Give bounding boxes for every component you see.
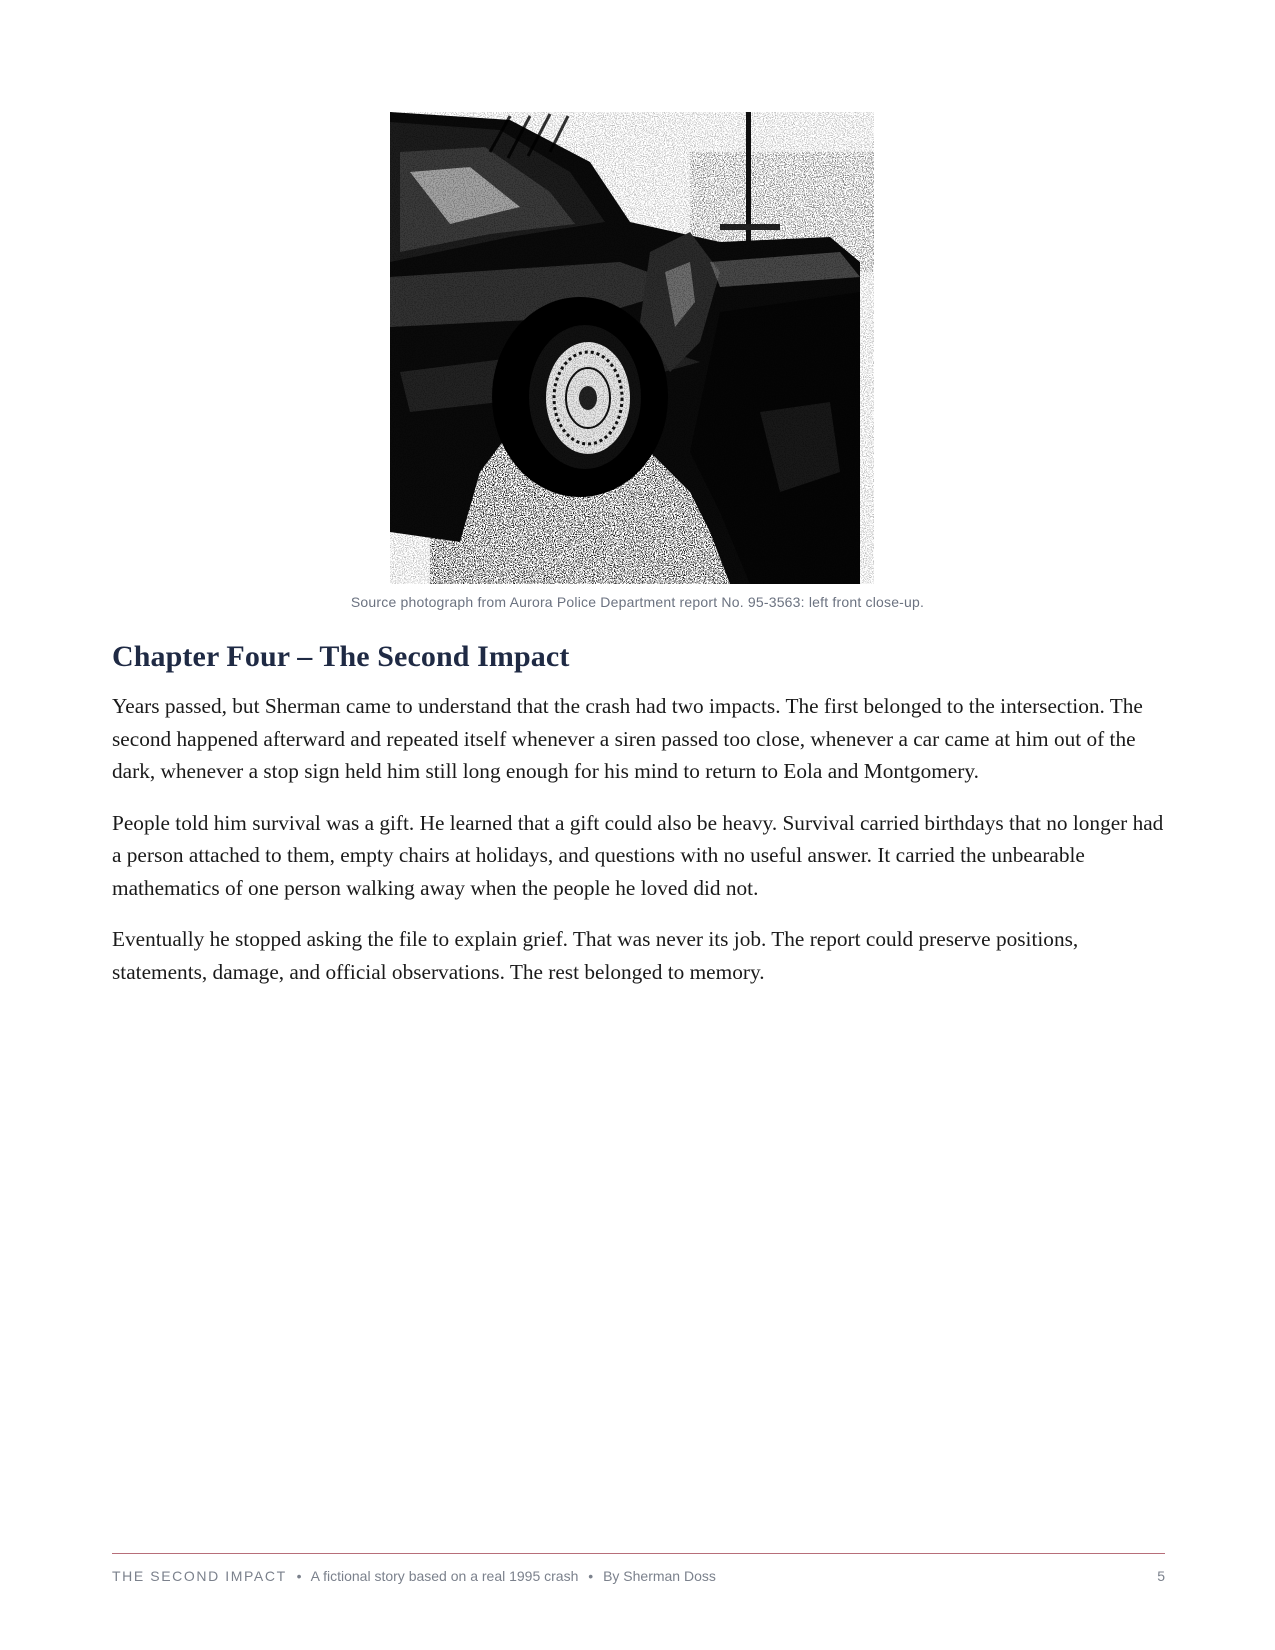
footer-subtitle: A fictional story based on a real 1995 crash — [310, 1568, 579, 1584]
chapter-body — [112, 690, 1165, 1007]
footer-divider — [112, 1553, 1165, 1554]
page-number: 5 — [1157, 1568, 1165, 1584]
footer-separator: • — [588, 1568, 594, 1584]
footer-separator: • — [296, 1568, 302, 1584]
figure-caption: Source photograph from Aurora Police Department report No. 95-3563: left front close-up. — [350, 594, 925, 610]
footer-running-title — [112, 1568, 716, 1584]
paragraph: Eventually he stopped asking the file to explain grief. That was never its job. The report could preserve positions, statements, damage, and official observations. The rest belonged to memory. — [112, 927, 1079, 984]
chapter-title: Chapter Four – The Second Impact — [112, 640, 570, 673]
paragraph: People told him survival was a gift. He learned that a gift could also be heavy. Survival carried birthdays that no longer had a person attached to them, empty chairs at holidays, and questions with no useful answer. It carried the unbearable mathematics of one person walking away when the people he loved did not. — [112, 810, 1164, 900]
footer-book-title: THE SECOND IMPACT — [112, 1568, 287, 1584]
crash-photograph — [390, 112, 874, 584]
page-footer — [112, 1568, 1165, 1584]
footer-author: By Sherman Doss — [603, 1568, 716, 1584]
paragraph: Years passed, but Sherman came to understand that the crash had two impacts. The first belonged to the intersection. The second happened afterward and repeated itself whenever a siren passed too close, whenever a car came at him out of the dark, whenever a stop sign held him still long enough for his mind to return to Eola and Montgomery. — [112, 694, 1143, 783]
